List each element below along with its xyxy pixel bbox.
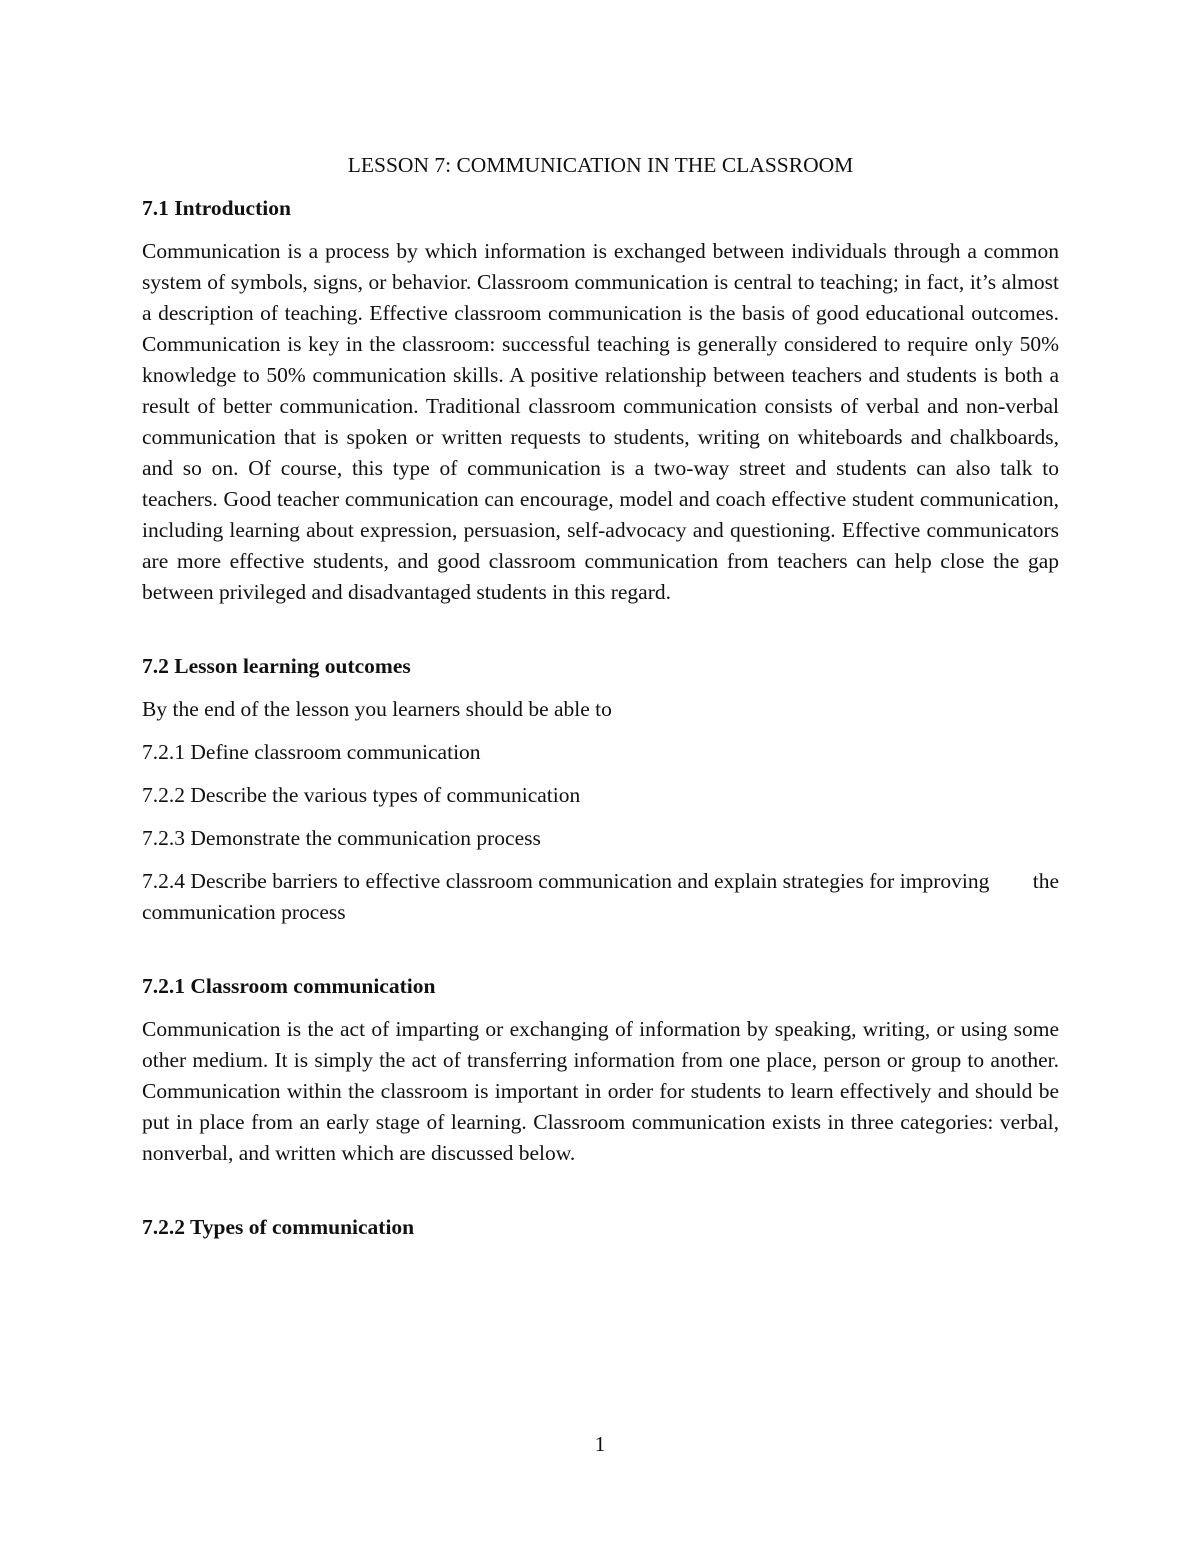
spacer: [142, 620, 1059, 651]
introduction-heading: 7.1 Introduction: [142, 196, 291, 220]
outcome-item: 7.2.2 Describe the various types of communication: [142, 783, 581, 807]
learning-outcomes-intro: By the end of the lesson you learners should be able to: [142, 697, 612, 721]
types-of-communication-heading: 7.2.2 Types of communication: [142, 1215, 415, 1239]
spacer: [142, 940, 1059, 971]
page-number: 1: [594, 1432, 606, 1456]
outcome-item: 7.2.3 Demonstrate the communication process: [142, 826, 541, 850]
classroom-communication-paragraph: Communication is the act of imparting or exchanging of information by speaking, writing, or using some other medium. It is simply the act of transferring information from one place, person or group to another. Communication within the classroom is important in order for students to learn effectively and should be put in place from an early stage of learning. Classroom communication exists in three categories: verbal, nonverbal, and written which are discussed below.: [142, 1017, 1059, 1165]
outcome-item: 7.2.1 Define classroom communication: [142, 740, 481, 764]
classroom-communication-heading: 7.2.1 Classroom communication: [142, 974, 436, 998]
lesson-title: LESSON 7: COMMUNICATION IN THE CLASSROOM: [347, 153, 854, 177]
learning-outcomes-heading: 7.2 Lesson learning outcomes: [142, 654, 411, 678]
document-page: [142, 150, 1059, 1255]
spacer: [142, 1181, 1059, 1212]
outcome-item: 7.2.4 Describe barriers to effective classroom communication and explain strategies for improving the communication process: [142, 869, 1059, 924]
introduction-paragraph: Communication is a process by which information is exchanged between individuals through a common system of symbols, signs, or behavior. Classroom communication is central to teaching; in fact, it’s almost a description of teaching. Effective classroom communication is the basis of good educational outcomes. Communication is key in the classroom: successful teaching is generally considered to require only 50% knowledge to 50% communication skills. A positive relationship between teachers and students is both a result of better communication. Traditional classroom communication consists of verbal and non-verbal communication that is spoken or written requests to students, writing on whiteboards and chalkboards, and so on. Of course, this type of communication is a two-way street and students can also talk to teachers. Good teacher communication can encourage, model and coach effective student communication, including learning about expression, persuasion, self-advocacy and questioning. Effective communicators are more effective students, and good classroom communication from teachers can help close the gap between privileged and disadvantaged students in this regard.: [142, 239, 1059, 604]
